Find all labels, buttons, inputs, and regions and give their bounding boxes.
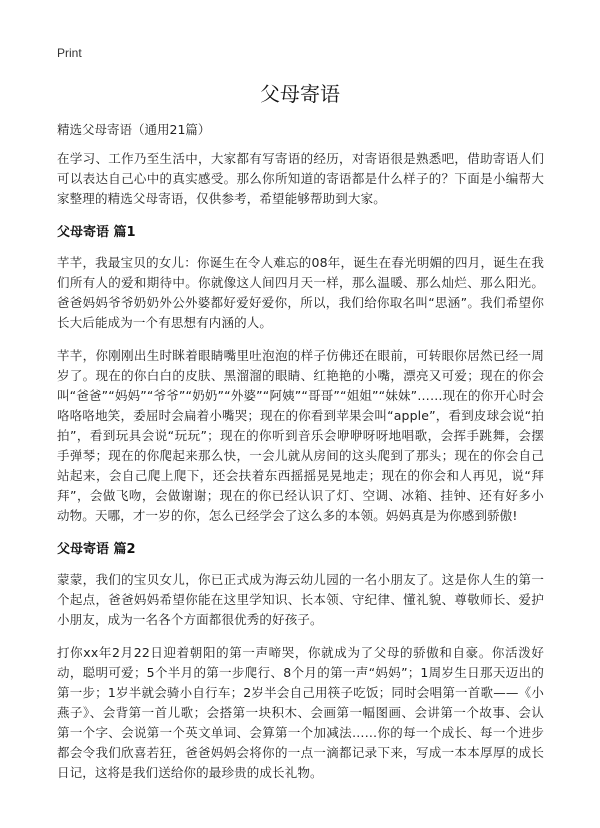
print-link[interactable]: Print	[57, 46, 82, 60]
section-2-paragraph-2: 打你xx年2月22日迎着朝阳的第一声啼哭，你就成为了父母的骄傲和自豪。你活泼好动，聪明可爱；5个半月的第一步爬行、8个月的第一声“妈妈”；1周岁生日那天迈出的第一步；1岁半就会骑小自行车；2岁半会自己用筷子吃饭；同时会唱第一首歌——《小燕子》、会背第一首儿歌；会搭第一块积木、会画第一幅图画、会讲第一个故事、会认第一个字、会说第一个英文单词、会算第一个加减法……你的每一个成长、每一个进步都会令我们欣喜若狂，爸爸妈妈会将你的一点一滴都记录下来，写成一本本厚厚的成长日记，这将是我们送给你的最珍贵的成长礼物。	[57, 645, 544, 780]
section-heading-1: 父母寄语 篇1	[57, 225, 136, 240]
document-body	[57, 121, 544, 783]
intro-paragraph: 在学习、工作乃至生活中，大家都有写寄语的经历，对寄语很是熟悉吧，借助寄语人们可以表达自己心中的真实感受。那么你所知道的寄语都是什么样子的？下面是小编帮大家整理的精选父母寄语，仅供参考，希望能够帮助到大家。	[57, 151, 544, 206]
section-heading-2: 父母寄语 篇2	[57, 542, 136, 557]
document-subtitle: 精选父母寄语（通用21篇）	[57, 122, 211, 137]
document-title: 父母寄语	[260, 82, 340, 106]
section-2-paragraph-1: 蒙蒙，我们的宝贝女儿，你已正式成为海云幼儿园的一名小朋友了。这是你人生的第一个起点，爸爸妈妈希望你能在这里学知识、长本领、守纪律、懂礼貌、尊敬师长、爱护小朋友，成为一名各个方面都很优秀的好孩子。	[57, 572, 544, 627]
section-1-paragraph-1: 芊芊，我最宝贝的女儿：你诞生在令人难忘的08年，诞生在春光明媚的四月，诞生在我们所有人的爱和期待中。你就像这人间四月天一样，那么温暖、那么灿烂、那么阳光。爸爸妈妈爷爷奶奶外公外婆都好爱好爱你，所以，我们给你取名叫“思涵”。我们希望你长大后能成为一个有思想有内涵的人。	[57, 255, 544, 330]
section-1-paragraph-2: 芊芊，你刚刚出生时眯着眼睛嘴里吐泡泡的样子仿佛还在眼前，可转眼你居然已经一周岁了。现在的你白白的皮肤、黑溜溜的眼睛、红艳艳的小嘴，漂亮又可爱；现在的你会叫“爸爸”“妈妈”“爷爷”“奶奶”“外婆”“阿姨”“哥哥”“姐姐”“妹妹”……现在的你开心时会咯咯咯地笑，委屈时会扁着小嘴哭；现在的你看到苹果会叫“apple”，看到皮球会说“拍拍”，看到玩具会说“玩玩”；现在的你听到音乐会咿咿呀呀地唱歌，会挥手跳舞，会摆手弹琴；现在的你爬起来那么快，一会儿就从房间的这头爬到了那头；现在的你会自己站起来，会自己爬上爬下，还会扶着东西摇摇晃晃地走；现在的你会和人再见，说“拜拜”，会做飞吻，会做谢谢；现在的你已经认识了灯、空调、冰箱、挂钟、还有好多小动物。天哪，才一岁的你，怎么已经学会了这么多的本领。妈妈真是为你感到骄傲!	[57, 348, 544, 523]
